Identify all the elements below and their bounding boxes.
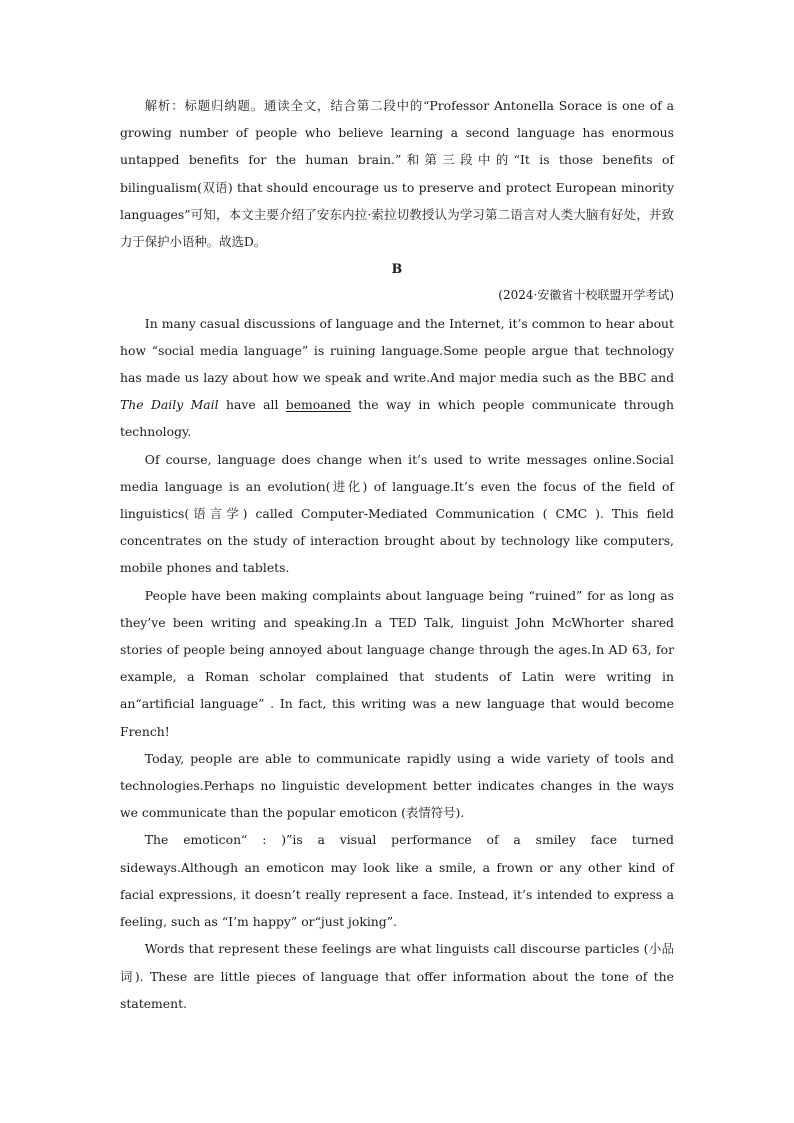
passage-paragraph-1 (120, 310, 674, 446)
passage-paragraph-2: Of course, language does change when it’s used to write messages online.Social media language is an evolution(进化) of language.It’s even the focus of the field of linguistics(语言学) called Computer-Mediated Communication ( CMC ). This field concentrates on the study of interaction brought about by technology like computers, mobile phones and tablets. (120, 451, 674, 576)
underlined-word: bemoaned (285, 397, 351, 413)
passage-paragraph-5: The emoticon“ : )”is a visual performance of a smiley face turned sideways.Although an emoticon may look like a smile, a frown or any other kind of facial expressions, it doesn’t really represent a face. Instead, it’s intended to express a feeling, such as “I’m happy” or“just joking”. (120, 832, 674, 930)
passage-paragraph-4: Today, people are able to communicate rapidly using a wide variety of tools and technologies.Perhaps no linguistic development better indicates changes in the ways we communicate than the popular emoticon (表情符号). (120, 750, 674, 821)
exam-source: (2024·安徽省十校联盟开学考试) (498, 288, 674, 303)
newspaper-title: The Daily Mail (120, 397, 219, 413)
p1-text-b: have all (218, 397, 286, 413)
passage-paragraph-3: People have been making complaints about language being “ruined” for as long as they’ve been writing and speaking.In a TED Talk, linguist John McWhorter shared stories of people being annoyed about language change through the ages.In AD 63, for example, a Roman scholar complained that students of Latin were writing in an“artificial language” . In fact, this writing was a new language that would become French! (120, 587, 674, 739)
p1-text-c: the way in which people communicate through technology. (120, 397, 674, 440)
p1-text-a: In many casual discussions of language and the Internet, it’s common to hear about how “social media language” is ruining language.Some people argue that technology has made us lazy about how we speak and write.And major media such as the BBC and (120, 315, 674, 386)
section-letter: B (391, 261, 403, 277)
analysis-paragraph: 解析：标题归纳题。通读全文，结合第二段中的“Professor Antonella Sorace is one of a growing number of people who believe learning a second language has enormous untapped benefits for the human brain.”和第三段中的“It is those benefits of bilingualism(双语) that should encourage us to preserve and protect European minority languages”可知，本文主要介绍了安东内拉·索拉切教授认为学习第二语言对人类大脑有好处，并致力于保护小语种。故选D。 (120, 98, 674, 250)
passage-paragraph-6: Words that represent these feelings are what linguists call discourse particles (小品词). These are little pieces of language that offer information about the tone of the statement. (120, 941, 674, 1011)
document-body (120, 92, 674, 1017)
